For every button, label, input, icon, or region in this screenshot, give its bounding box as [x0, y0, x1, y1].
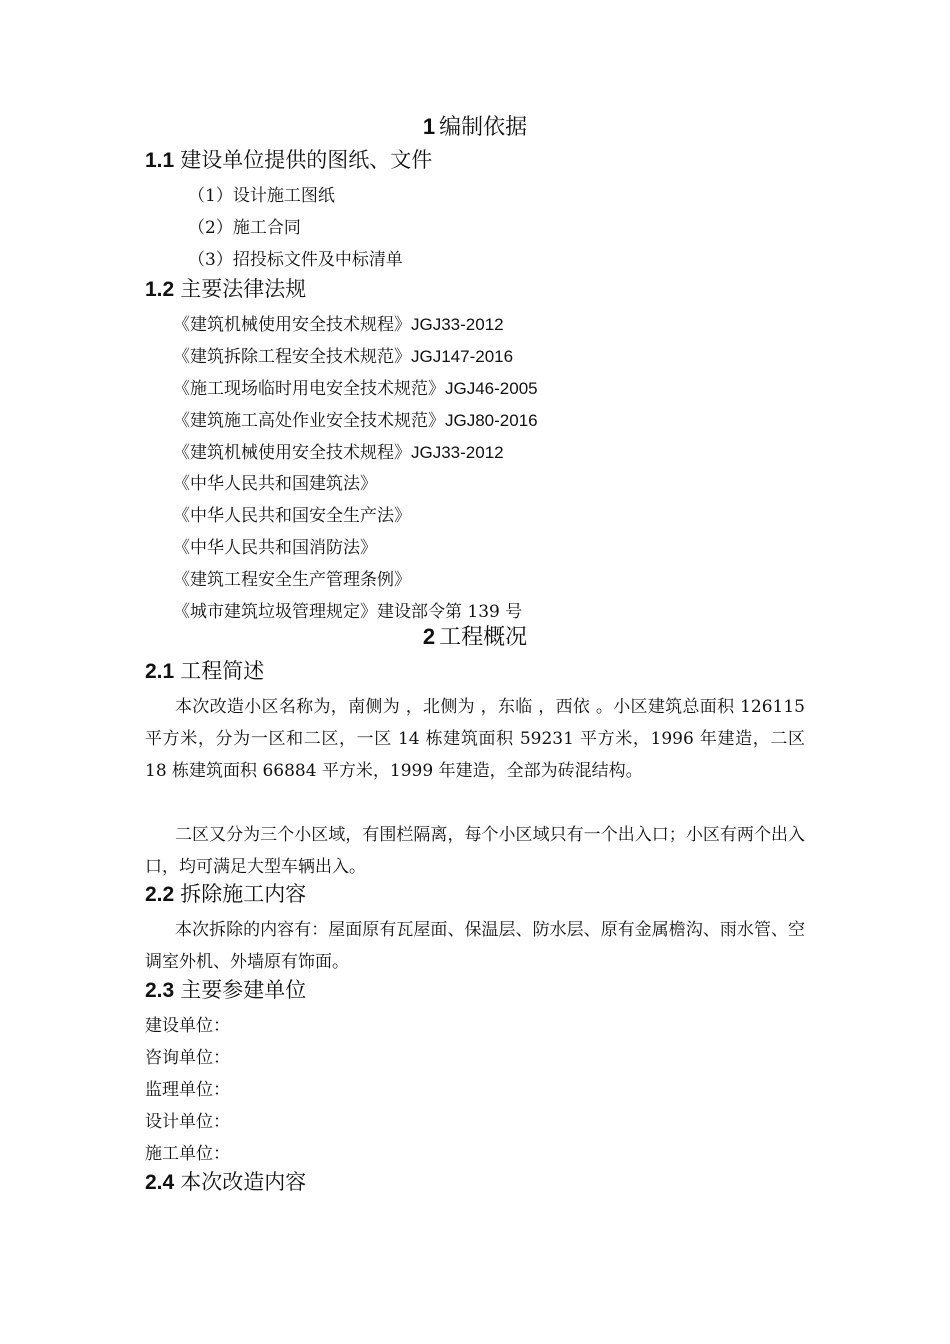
law-name: 《中华人民共和国建筑法》 — [173, 474, 377, 494]
list-item: （1）设计施工图纸 — [188, 186, 335, 206]
law-code: JGJ33-2012 — [411, 443, 504, 462]
subsection-number: 1.2 — [145, 278, 175, 301]
law-code: JGJ80-2016 — [445, 411, 538, 430]
subsection-number: 2.1 — [145, 660, 175, 683]
law-name: 《中华人民共和国安全生产法》 — [173, 506, 411, 526]
subsection-title: 主要法律法规 — [180, 277, 307, 301]
paragraph: 本次改造小区名称为，南侧为 ，北侧为 ，东临 ，西依 。小区建筑总面积 126115 平方米，分为一区和二区，一区 14 栋建筑面积 59231 平方米，1996 年建造，二区 18 栋建筑面积 66884 平方米，1999 年建造，全部为砖混结构。 — [145, 697, 805, 781]
subsection-heading-2-2 — [145, 884, 306, 905]
section-number: 2 — [422, 624, 436, 649]
law-name: 《城市建筑垃圾管理规定》建设部令第 139 号 — [173, 602, 523, 622]
law-item — [173, 412, 538, 430]
law-name: 《施工现场临时用电安全技术规范》 — [173, 379, 445, 399]
law-name: 《建筑工程安全生产管理条例》 — [173, 570, 411, 590]
subsection-number: 2.4 — [145, 1171, 175, 1194]
section-heading-2 — [0, 626, 950, 649]
subsection-heading-1-2 — [145, 279, 306, 300]
subsection-title: 工程简述 — [180, 659, 265, 683]
law-code: JGJ33-2012 — [411, 315, 504, 334]
subsection-heading-2-3 — [145, 980, 306, 1001]
section-title: 工程概况 — [439, 625, 528, 650]
subsection-title: 本次改造内容 — [180, 1170, 307, 1194]
law-item — [173, 508, 411, 525]
subsection-title: 拆除施工内容 — [180, 882, 307, 906]
law-code: JGJ147-2016 — [411, 347, 514, 366]
law-item — [173, 604, 522, 621]
law-name: 《中华人民共和国消防法》 — [173, 538, 377, 558]
law-item — [173, 444, 504, 462]
law-name: 《建筑拆除工程安全技术规范》 — [173, 347, 411, 367]
subsection-heading-2-4 — [145, 1172, 306, 1193]
paragraph: 本次拆除的内容有：屋面原有瓦屋面、保温层、防水层、原有金属檐沟、雨水管、空调室外机、外墙原有饰面。 — [145, 920, 805, 972]
unit-field-construction: 建设单位： — [145, 1016, 230, 1036]
subsection-title: 建设单位提供的图纸、文件 — [180, 148, 433, 172]
subsection-number: 2.3 — [145, 979, 175, 1002]
law-name: 《建筑施工高处作业安全技术规范》 — [173, 411, 445, 431]
law-item — [173, 380, 538, 398]
list-item: （3）招投标文件及中标清单 — [188, 250, 403, 270]
unit-field-contractor: 施工单位： — [145, 1144, 230, 1164]
law-item — [173, 348, 513, 366]
subsection-heading-1-1 — [145, 150, 432, 171]
section-title: 编制依据 — [439, 115, 528, 140]
law-item — [173, 316, 504, 334]
law-name: 《建筑机械使用安全技术规程》 — [173, 315, 411, 335]
law-name: 《建筑机械使用安全技术规程》 — [173, 443, 411, 463]
subsection-number: 2.2 — [145, 883, 175, 906]
subsection-number: 1.1 — [145, 149, 175, 172]
section-number: 1 — [422, 114, 436, 139]
list-item: （2）施工合同 — [188, 218, 301, 238]
section-heading-1 — [0, 116, 950, 139]
law-item — [173, 476, 377, 493]
unit-field-supervision: 监理单位： — [145, 1080, 230, 1100]
law-item — [173, 540, 377, 557]
subsection-heading-2-1 — [145, 661, 264, 682]
paragraph: 二区又分为三个小区域，有围栏隔离，每个小区域只有一个出入口；小区有两个出入口，均可满足大型车辆出入。 — [145, 825, 805, 877]
subsection-title: 主要参建单位 — [180, 978, 307, 1002]
law-code: JGJ46-2005 — [445, 379, 538, 398]
law-item — [173, 572, 411, 589]
unit-field-design: 设计单位： — [145, 1112, 230, 1132]
unit-field-consulting: 咨询单位： — [145, 1048, 230, 1068]
